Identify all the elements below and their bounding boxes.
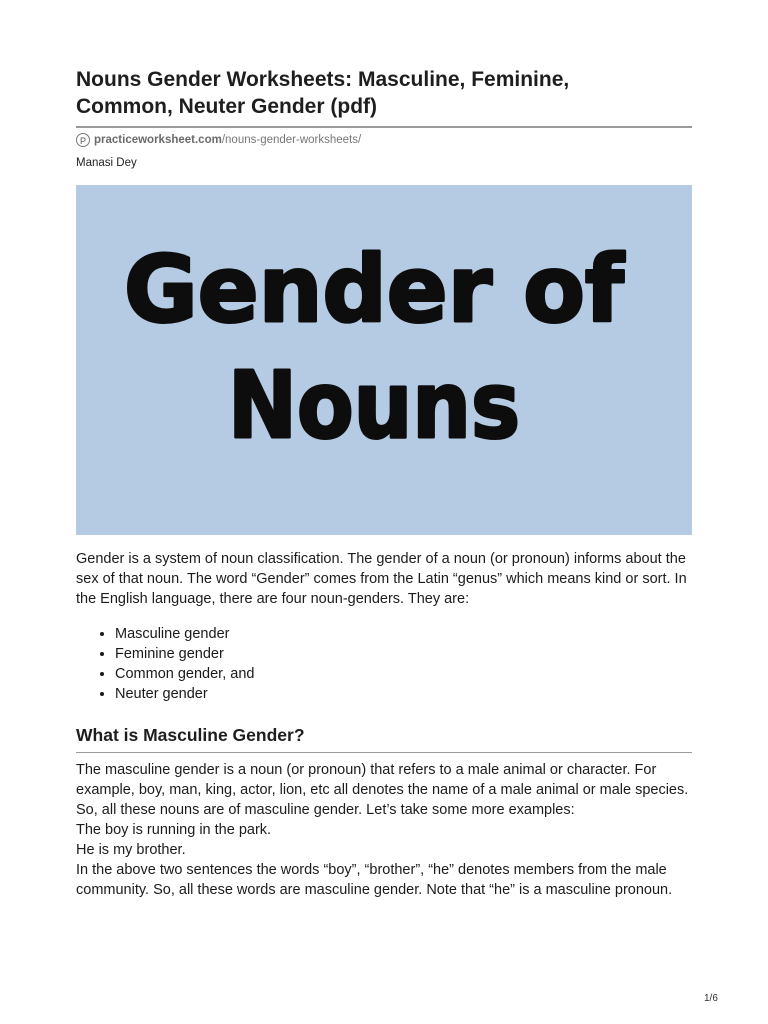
hero-line-1: Gender of <box>124 236 625 343</box>
document-page <box>76 66 692 900</box>
document-title <box>76 66 692 120</box>
page-number: 1/6 <box>704 993 718 1004</box>
section-divider <box>76 752 692 753</box>
list-item: • Masculine gender <box>115 624 692 644</box>
list-item: • Neuter gender <box>115 684 692 704</box>
section-heading: What is Masculine Gender? <box>76 725 305 745</box>
section-paragraph-1: The masculine gender is a noun (or pronoun) that refers to a male animal or character. For example, boy, man, king, actor, lion, etc all denotes the name of a male animal or male species. So, all these nouns are of masculine gender. Let’s take some more examples: <box>76 762 689 818</box>
section-body <box>76 760 692 900</box>
example-sentence-2: He is my brother. <box>76 842 186 858</box>
list-item: • Feminine gender <box>115 644 692 664</box>
hero-image <box>76 185 692 535</box>
title-divider <box>76 126 692 128</box>
section-paragraph-2: In the above two sentences the words “boy”, “brother”, “he” denotes members from the male community. So, all these words are masculine gender. Note that “he” is a masculine pronoun. <box>76 862 673 898</box>
intro-paragraph: Gender is a system of noun classification. The gender of a noun (or pronoun) informs about the sex of that noun. The word “Gender” comes from the Latin “genus” which means kind or sort. In the English language, there are four noun-genders. They are: <box>76 551 687 607</box>
author-name: Manasi Dey <box>76 157 137 169</box>
source-path: /nouns-gender-worksheets/ <box>221 134 362 146</box>
list-item: • Common gender, and <box>115 664 692 684</box>
example-sentence-1: The boy is running in the park. <box>76 822 272 838</box>
title-line-1: Nouns Gender Worksheets: Masculine, Feminine, <box>76 68 570 91</box>
source-domain: practiceworksheet.com <box>94 134 222 146</box>
gender-list <box>76 624 692 704</box>
hero-line-2: Nouns <box>228 352 520 459</box>
title-line-2: Common, Neuter Gender (pdf) <box>76 95 378 118</box>
site-favicon-icon: P <box>76 133 90 147</box>
source-link[interactable] <box>76 132 692 148</box>
